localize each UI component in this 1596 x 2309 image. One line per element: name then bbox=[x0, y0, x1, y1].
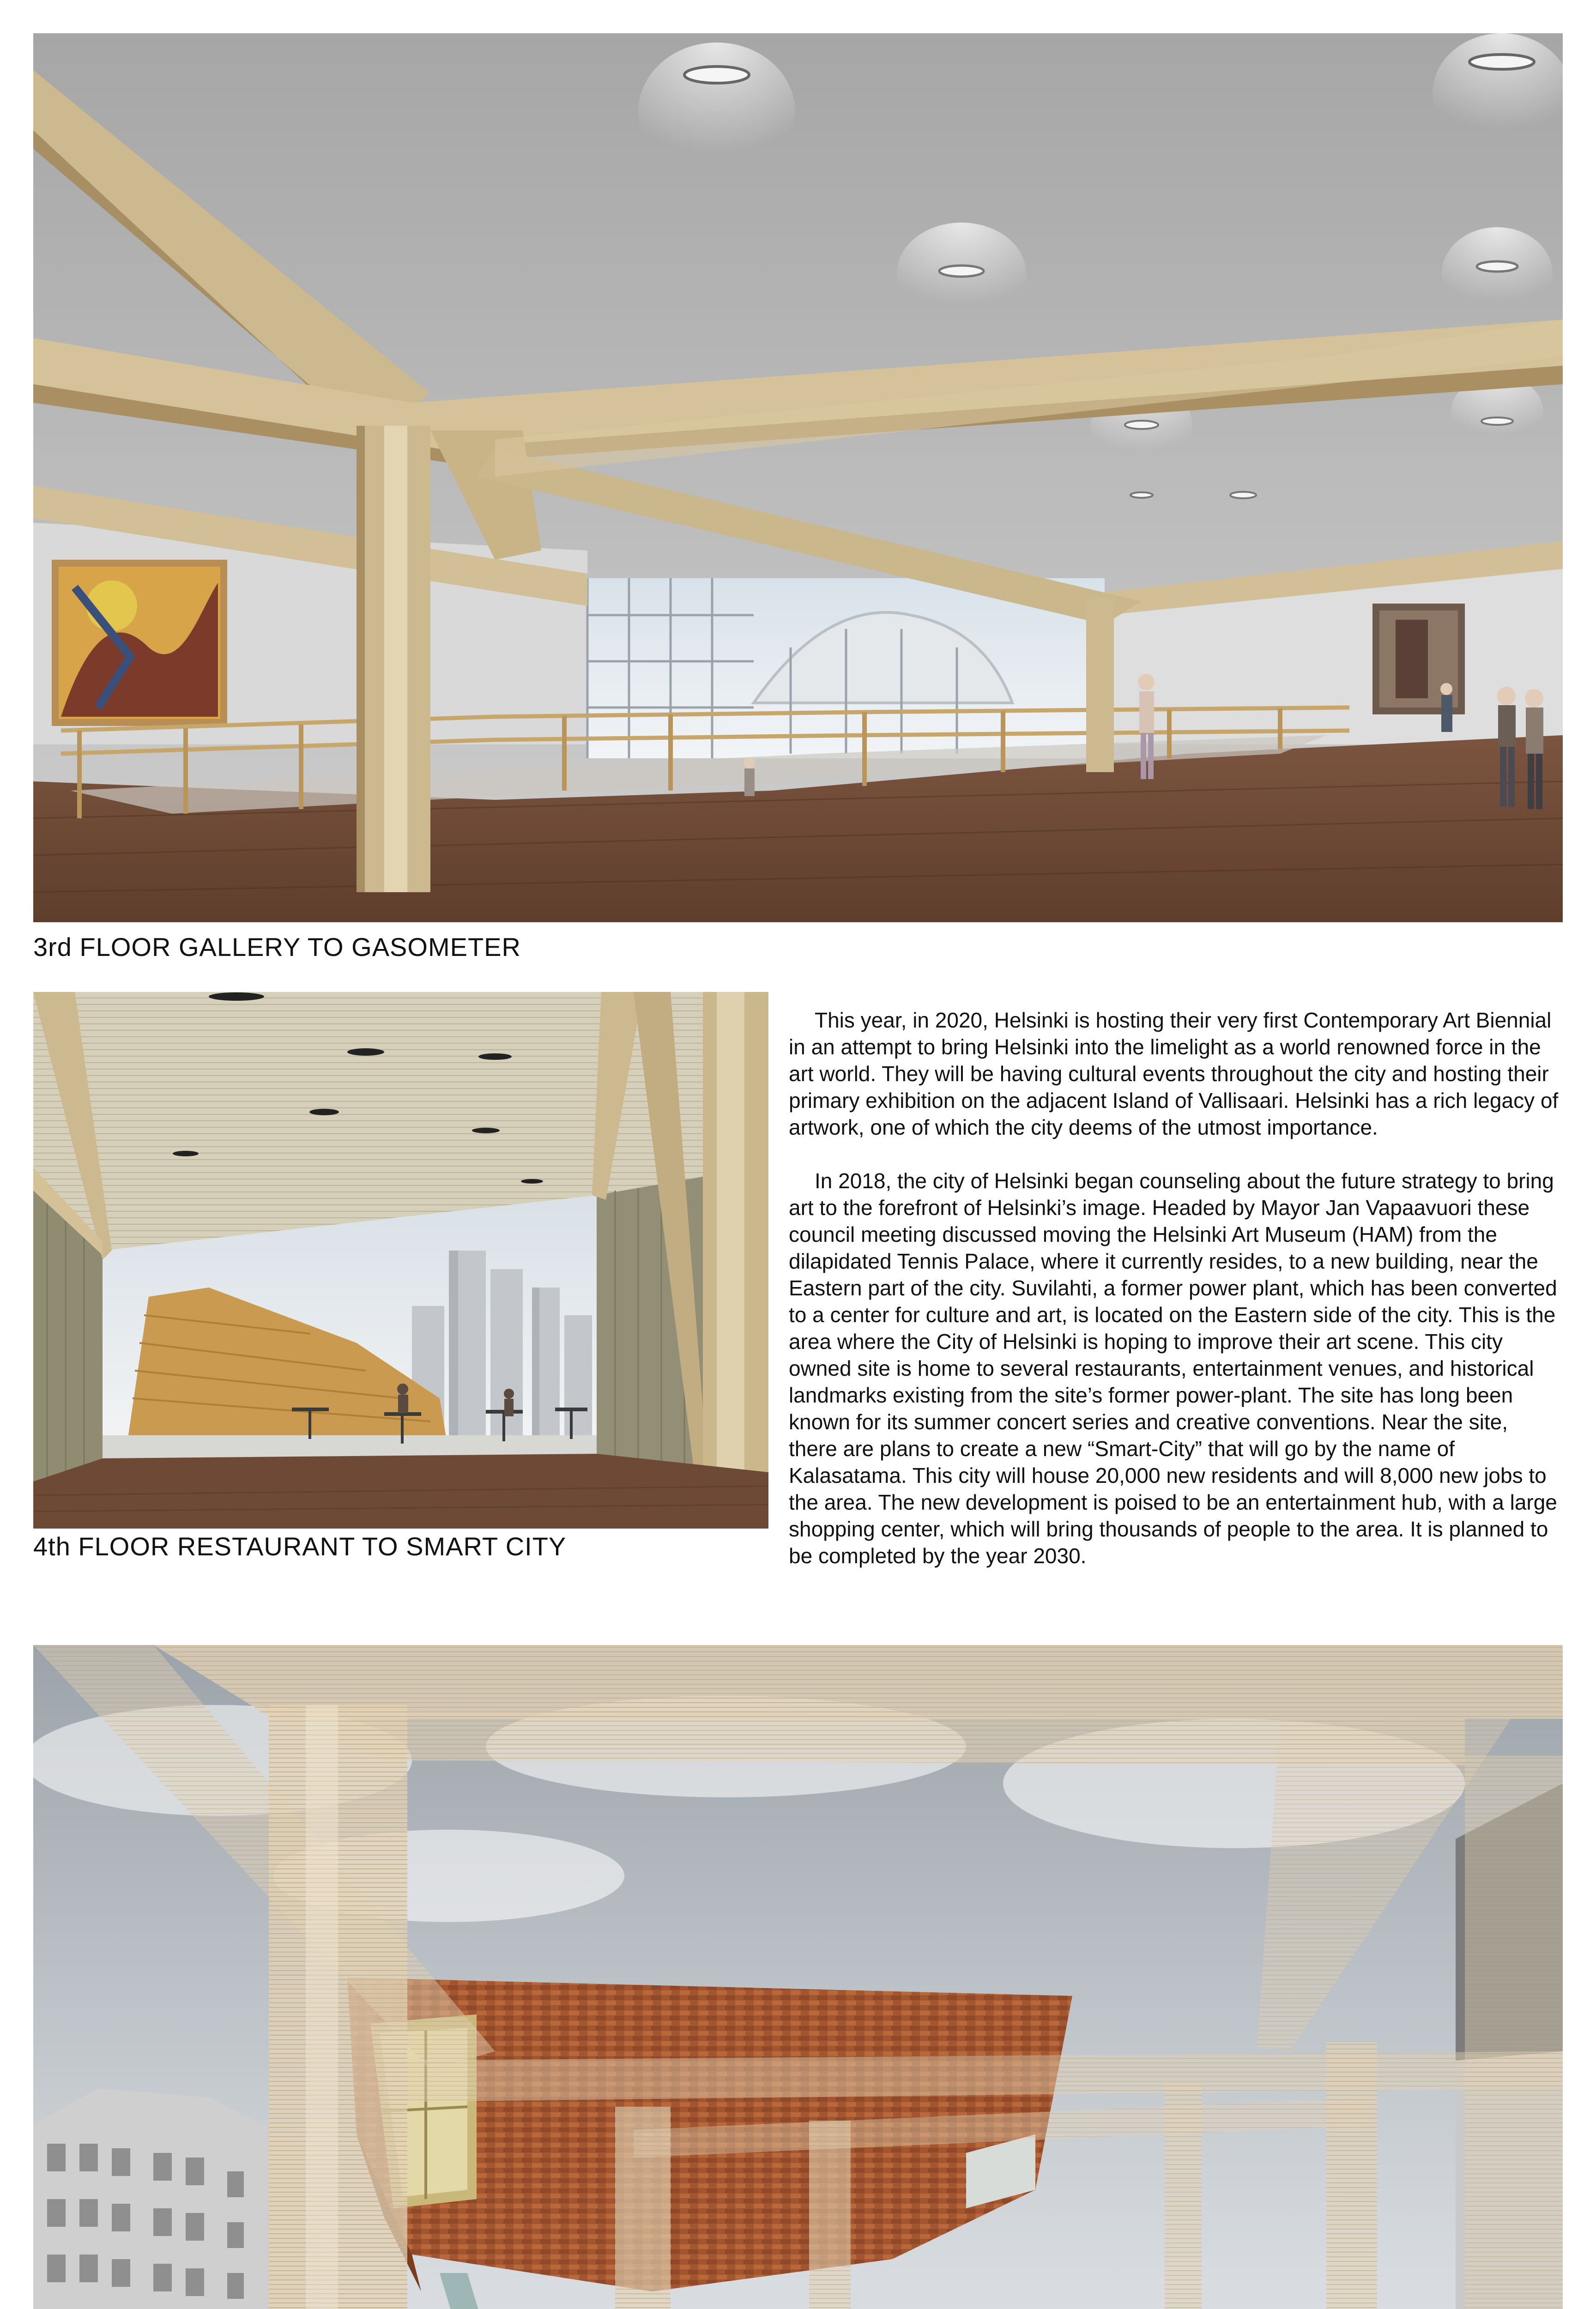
cafe-render bbox=[33, 1645, 1563, 2309]
gallery-caption: 3rd FLOOR GALLERY TO GASOMETER bbox=[33, 932, 521, 961]
essay-paragraph-2: In 2018, the city of Helsinki began counseling about the future strategy to bring art to the forefront of Helsinki’s image. Headed by Mayor Jan Vapaavuori these council meeting discussed moving the Helsinki Art Museum (HAM) from the dilapidated Tennis Palace, where it currently resides, to a new building, near the Eastern part of the city. Suvilahti, a former power plant, which has been converted to a center for culture and art, is located on the Eastern side of the city. This is the area where the City of Helsinki is hoping to improve their art scene. This city owned site is home to several restaurants, entertainment venues, and historical landmarks existing from the site’s former power-plant. The site has long been known for its summer concert series and creative conventions. Near the site, there are plans to create a new “Smart-City” that will go by the name of Kalasatama. This city will house 20,000 new residents and will 8,000 new jobs to the area. The new development is poised to be an entertainment hub, with a large shopping center, which will bring thousands of people to the area. It is planned to be completed by the year 2030. bbox=[789, 1169, 1557, 1568]
gallery-render bbox=[33, 33, 1563, 922]
essay-paragraph-1: This year, in 2020, Helsinki is hosting their very first Contemporary Art Biennial in an attempt to bring Helsinki into the limelight as a world renowned force in the art world. They will be having cultural events throughout the city and hosting their primary exhibition on the adjacent Island of Vallisaari. Helsinki has a rich legacy of artwork, one of which the city deems of the utmost importance. bbox=[789, 1008, 1559, 1139]
restaurant-render bbox=[33, 992, 768, 1529]
restaurant-caption: 4th FLOOR RESTAURANT TO SMART CITY bbox=[33, 1532, 567, 1561]
essay-text bbox=[789, 1007, 1560, 1596]
